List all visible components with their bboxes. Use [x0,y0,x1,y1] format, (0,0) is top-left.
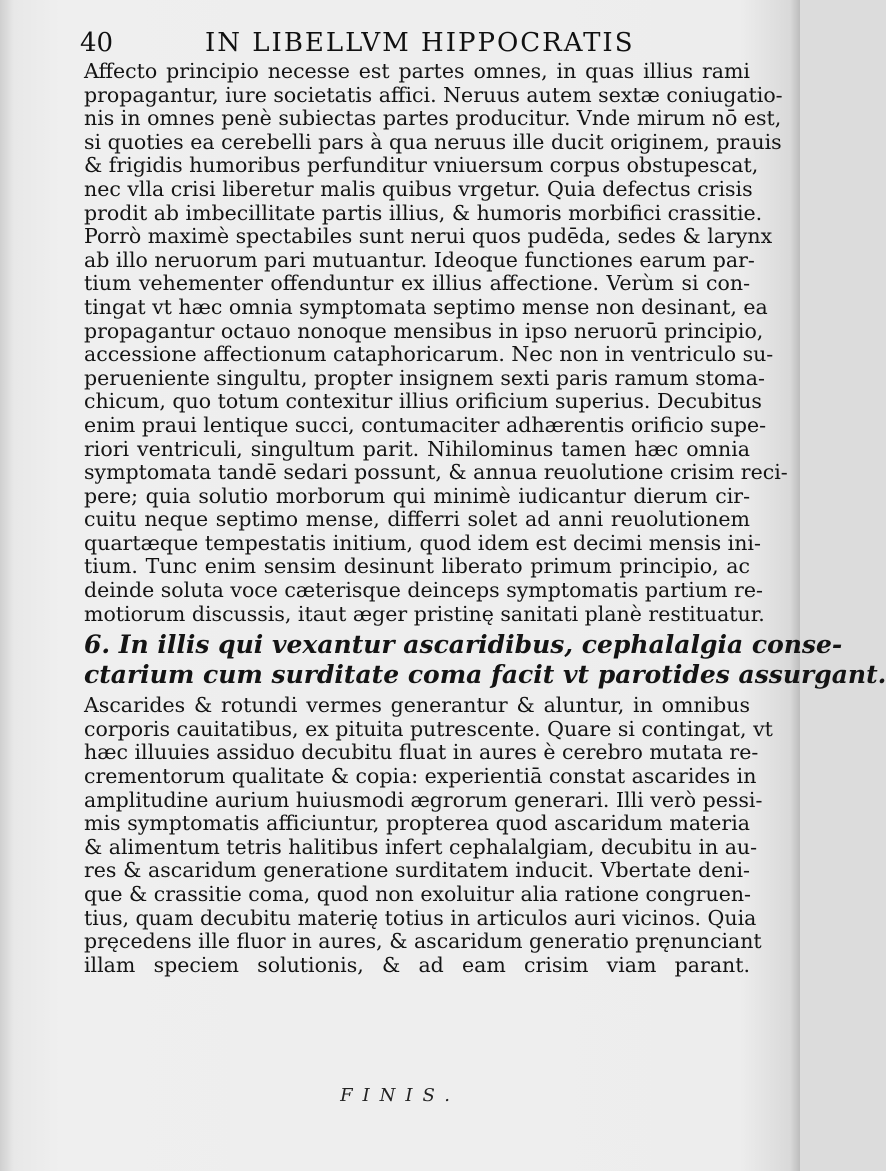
paragraph-1 [84,59,788,626]
main-text [84,59,886,977]
text-line: prodit ab imbecillitate partis illius, & humoris morbifici crassitie. [84,200,763,225]
text-line: & frigidis humoribus perfunditur vniuersum corpus obstupescat, [84,153,759,178]
text-line: Affecto principio necesse est partes omnes, in quas illius rami [84,59,750,83]
text-line: propagantur octauo nonoque mensibus in ipso neruorū principio, [84,318,764,343]
text-line: crementorum qualitate & copia: experientiā constat ascarides in [84,764,757,789]
running-title: IN LIBELLVM HIPPOCRATIS [205,28,635,58]
text-line: symptomata tandē sedari possunt, & annua reuolutione crisim reci- [84,460,788,485]
text-line: ab illo neruorum pari mutuantur. Ideoque functiones earum par- [84,247,755,272]
text-line: & alimentum tetris halitibus infert cephalalgiam, decubitu in au- [84,834,758,859]
paragraph-2 [84,693,773,977]
finis-mark: FINIS. [340,1085,460,1106]
text-line: illam speciem solutionis, & ad eam crisim viam parant. [84,952,750,977]
text-line: tius, quam decubitu materię totius in articulos auri vicinos. Quia [84,905,757,930]
text-line: pere; quia solutio morborum qui minimè iudicantur dierum cir- [84,483,750,508]
text-line: pręcedens ille fluor in aures, & ascaridum generatio pręnunciant [84,929,762,954]
text-line: tingat vt hæc omnia symptomata septimo mense non desinant, ea [84,294,768,319]
text-line: chicum, quo totum contexitur illius orificium superius. Decubitus [84,389,762,414]
text-line: corporis cauitatibus, ex pituita putrescente. Quare si contingat, vt [84,716,773,741]
page-number: 40 [80,28,114,58]
text-line: motiorum discussis, itaut æger pristinę sanitati planè restituatur. [84,601,765,626]
text-line: nis in omnes penè subiectas partes producitur. Vnde mirum nō est, [84,106,782,131]
text-line: tium. Tunc enim sensim desinunt liberato primum principio, ac [84,554,750,579]
text-line: quartæque tempestatis initium, quod idem est decimi mensis ini- [84,530,761,555]
text-line: res & ascaridum generatione surditatem inducit. Vbertate deni- [84,858,750,883]
heading-line: 6. In illis qui vexantur ascaridibus, cephalalgia conse- [84,630,843,660]
text-line: tium vehementer offenduntur ex illius affectione. Verùm si con- [84,271,750,296]
section-heading [84,630,886,690]
text-line: mis symptomatis afficiuntur, propterea quod ascaridum materia [84,811,750,836]
text-line: perueniente singultu, propter insignem sexti paris ramum stoma- [84,365,765,390]
text-line: enim praui lentique succi, contumaciter adhærentis orificio supe- [84,412,767,437]
text-line: si quoties ea cerebelli pars à qua neruus ille ducit originem, prauis [84,129,782,154]
text-line: cuitu neque septimo mense, differri solet ad anni reuolutionem [84,507,750,532]
text-line: Ascarides & rotundi vermes generantur & aluntur, in omnibus [84,693,750,718]
text-line: hæc illuuies assiduo decubitu fluat in aures è cerebro mutata re- [84,740,759,765]
heading-line: ctarium cum surditate coma facit vt parotides assurgant. [84,660,886,690]
text-line: deinde soluta voce cæterisque deinceps symptomatis partium re- [84,578,763,603]
text-line: accessione affectionum cataphoricarum. Nec non in ventriculo su- [84,342,774,367]
text-line: Porrò maximè spectabiles sunt nerui quos pudēda, sedes & larynx [84,224,773,249]
text-line: riori ventriculi, singultum parit. Nihilominus tamen hæc omnia [84,436,750,461]
text-line: propagantur, iure societatis affici. Neruus autem sextæ coniugatio- [84,82,783,107]
text-line: que & crassitie coma, quod non exoluitur alia ratione congruen- [84,882,751,906]
text-line: amplitudine aurium huiusmodi ægrorum generari. Illi verò pessi- [84,787,763,812]
text-line: nec vlla crisi liberetur malis quibus vrgetur. Quia defectus crisis [84,176,753,201]
